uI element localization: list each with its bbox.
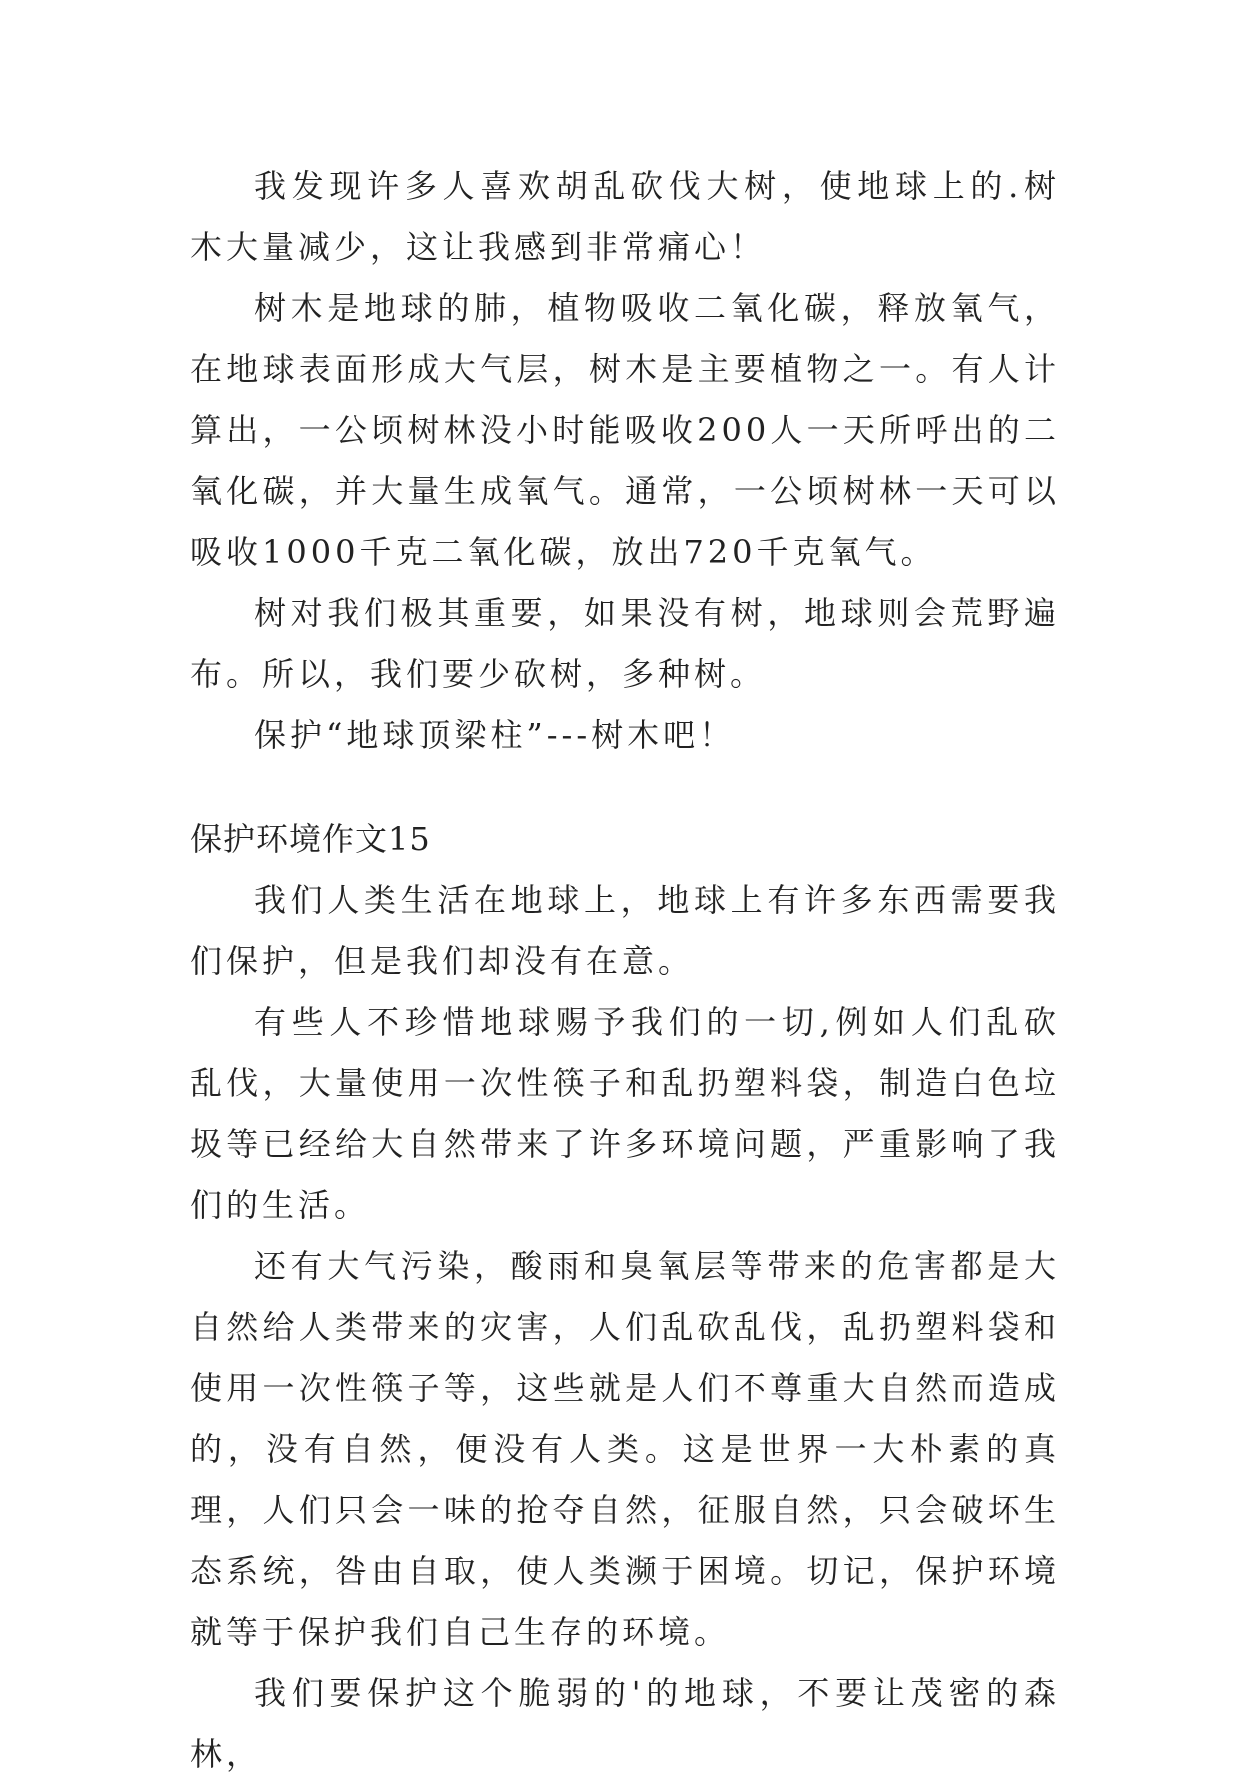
paragraph-trees-important: 树对我们极其重要，如果没有树，地球则会荒野遍布。所以，我们要少砍树，多种树。 <box>190 594 1060 693</box>
paragraph-protect-earth: 我们要保护这个脆弱的'的地球，不要让茂密的森林， <box>190 1674 1060 1773</box>
paragraph-protect-trees: 保护“地球顶梁柱”---树木吧！ <box>254 716 736 754</box>
paragraph-pollution: 还有大气污染，酸雨和臭氧层等带来的危害都是大自然给人类带来的灾害，人们乱砍乱伐，乱扔塑料袋和使用一次性筷子等，这些就是人们不尊重大自然而造成的，没有自然，便没有人类。这是世界一大朴素的真理，人们只会一味的抢夺自然，征服自然，只会破坏生态系统，咎由自取，使人类濒于困境。切记，保护环境就等于保护我们自己生存的环境。 <box>190 1247 1060 1651</box>
paragraph-trees-lungs: 树木是地球的肺，植物吸收二氧化碳，释放氧气，在地球表面形成大气层，树木是主要植物之一。有人计算出，一公顷树林没小时能吸收200人一天所呼出的二氧化碳，并大量生成氧气。通常，一公顷树林一天可以吸收1000千克二氧化碳，放出720千克氧气。 <box>190 289 1060 571</box>
paragraph-humans-on-earth: 我们人类生活在地球上，地球上有许多东西需要我们保护，但是我们却没有在意。 <box>190 881 1060 980</box>
document-body <box>190 156 1060 1785</box>
paragraph-tree-cutting: 我发现许多人喜欢胡乱砍伐大树，使地球上的.树木大量减少，这让我感到非常痛心！ <box>190 167 1060 266</box>
paragraph-careless-people: 有些人不珍惜地球赐予我们的一切,例如人们乱砍乱伐，大量使用一次性筷子和乱扔塑料袋，制造白色垃圾等已经给大自然带来了许多环境问题，严重影响了我们的生活。 <box>190 1003 1060 1224</box>
section-title: 保护环境作文15 <box>190 820 431 858</box>
